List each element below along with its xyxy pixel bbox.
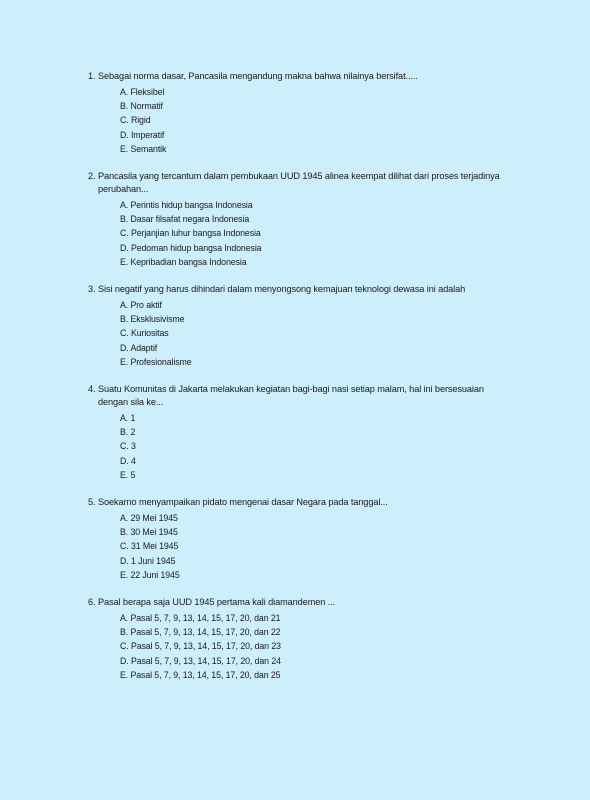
question-item [88, 170, 508, 269]
question-number: 4. [88, 384, 96, 395]
option-item: D. 4 [120, 455, 136, 466]
question-text: Soekarno menyampaikan pidato mengenai dasar Negara pada tanggal... [98, 497, 388, 508]
option-item: E. Profesionalisme [120, 356, 192, 367]
option-item: E. Kepribadian bangsa Indonesia [120, 256, 247, 267]
option-list [120, 198, 508, 269]
option-item: C. Kuriositas [120, 328, 169, 339]
question-item [88, 70, 508, 156]
question-item [88, 383, 508, 482]
question-text: Suatu Komunitas di Jakarta melakukan kegiatan bagi-bagi nasi setiap malam, hal ini bersesuaian dengan sila ke... [98, 384, 484, 408]
option-item: A. 1 [120, 413, 136, 424]
option-item: C. Rigid [120, 115, 151, 126]
option-item: A. Fleksibel [120, 87, 165, 97]
option-list [120, 85, 508, 156]
option-item: A. Pasal 5, 7, 9, 13, 14, 15, 17, 20, dan 21 [120, 613, 281, 624]
question-number: 5. [88, 497, 96, 508]
option-item: E. 5 [120, 469, 136, 480]
option-item: E. 22 Juni 1945 [120, 569, 180, 580]
question-line [88, 70, 508, 83]
option-item: B. Normatif [120, 101, 163, 112]
option-item: E. Semantik [120, 143, 167, 154]
option-item: D. Imperatif [120, 129, 165, 140]
option-item: B. 2 [120, 427, 136, 438]
option-item: B. Eksklusivisme [120, 314, 185, 325]
question-number: 1. [88, 71, 96, 81]
question-number: 2. [88, 171, 96, 182]
question-text: Pancasila yang tercantum dalam pembukaan UUD 1945 alinea keempat dilihat dari proses terjadinya perubahan... [98, 171, 500, 195]
question-item [88, 596, 508, 682]
option-item: C. 31 Mei 1945 [120, 541, 179, 552]
option-item: A. Pro aktif [120, 300, 162, 311]
option-item: C. Perjanjian luhur bangsa Indonesia [120, 228, 261, 239]
question-number: 3. [88, 284, 96, 295]
question-line [88, 596, 508, 609]
option-item: C. 3 [120, 441, 136, 452]
option-item: A. 29 Mei 1945 [120, 513, 178, 524]
question-line [88, 383, 508, 409]
option-list [120, 611, 508, 682]
option-item: C. Pasal 5, 7, 9, 13, 14, 15, 17, 20, dan 23 [120, 641, 281, 652]
question-item [88, 283, 508, 369]
option-list [120, 511, 508, 582]
option-item: E. Pasal 5, 7, 9, 13, 14, 15, 17, 20, dan 25 [120, 669, 281, 680]
option-item: B. Pasal 5, 7, 9, 13, 14, 15, 17, 20, dan 22 [120, 627, 281, 638]
option-list [120, 298, 508, 369]
question-list [88, 70, 508, 696]
question-item [88, 496, 508, 582]
question-text: Pasal berapa saja UUD 1945 pertama kali diamandemen ... [98, 597, 336, 608]
option-item: A. Perintis hidup bangsa Indonesia [120, 200, 253, 211]
option-item: B. Dasar filsafat negara Indonesia [120, 214, 250, 225]
question-line [88, 496, 508, 509]
option-list [120, 411, 508, 482]
question-line [88, 283, 508, 296]
option-item: D. 1 Juni 1945 [120, 555, 176, 566]
option-item: D. Pedoman hidup bangsa Indonesia [120, 242, 262, 253]
question-text: Sebagai norma dasar, Pancasila mengandung makna bahwa nilainya bersifat..... [98, 71, 418, 81]
option-item: B. 30 Mei 1945 [120, 527, 178, 538]
option-item: D. Pasal 5, 7, 9, 13, 14, 15, 17, 20, dan 24 [120, 655, 281, 666]
question-text: Sisi negatif yang harus dihindari dalam menyongsong kemajuan teknologi dewasa ini adalah [98, 284, 466, 295]
question-number: 6. [88, 597, 96, 608]
option-item: D. Adaptif [120, 342, 158, 353]
question-line [88, 170, 508, 196]
